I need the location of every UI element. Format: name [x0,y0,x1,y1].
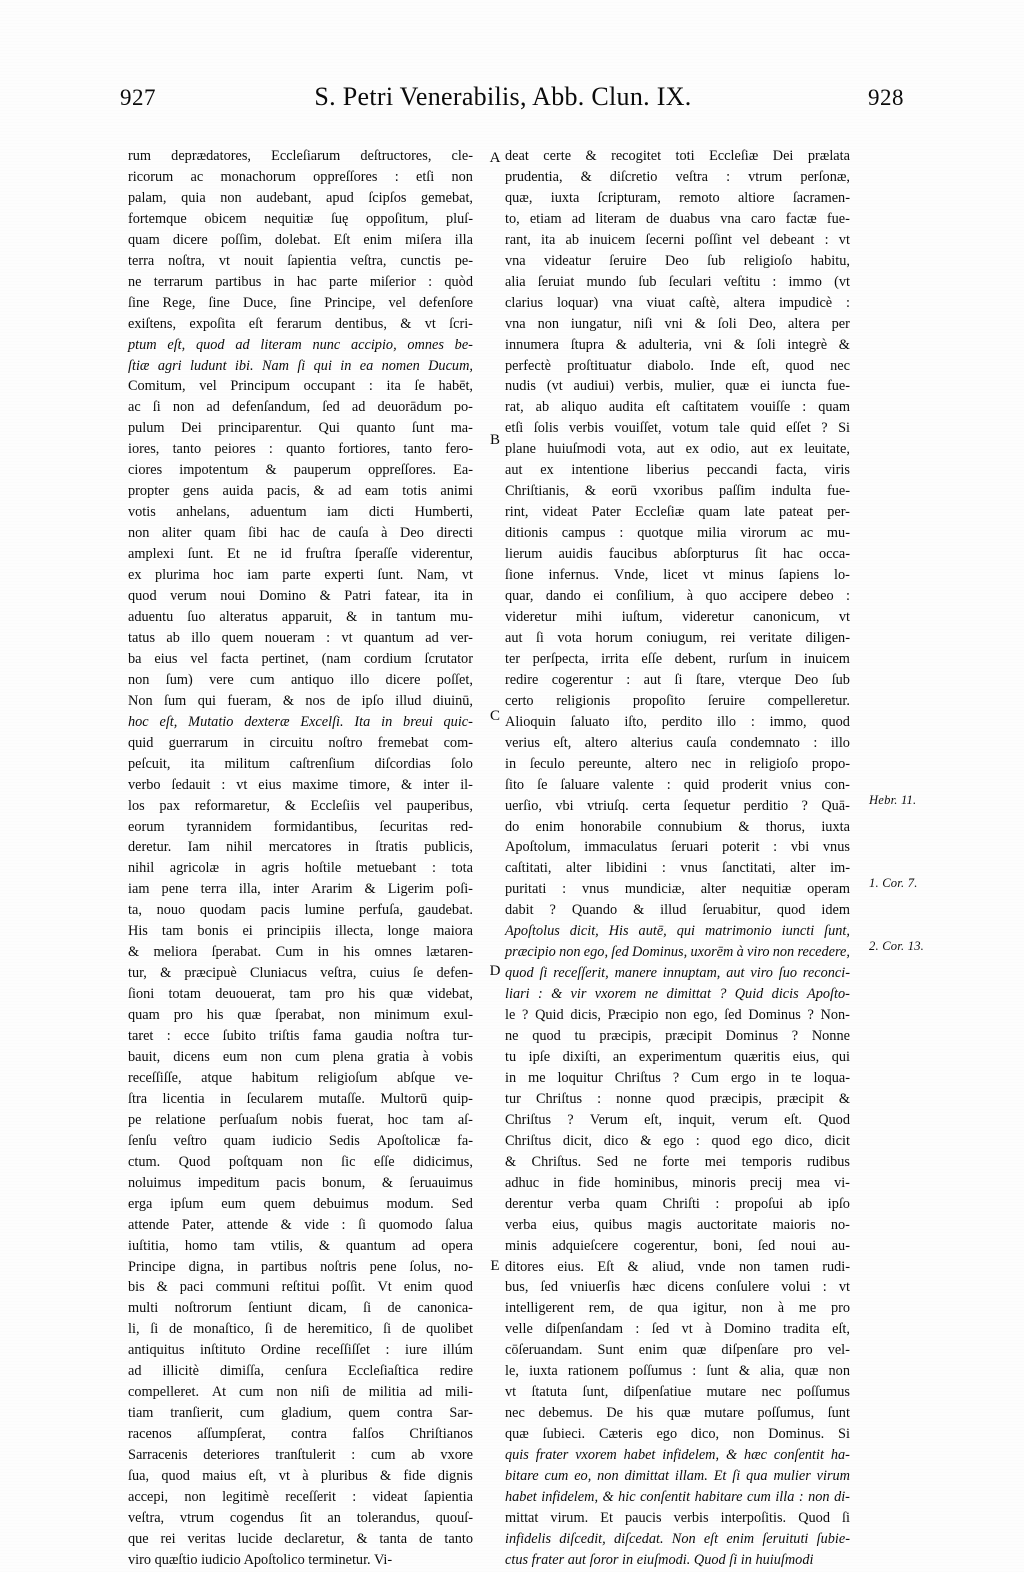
text-line: innumera ſtupra & adulteria, vni & ſoli integrè & [505,336,850,353]
text-line: verba eius, quibus magis auctoritate maioris no- [505,1216,850,1233]
text-line: vna videatur ſeruire Deo ſub religioſo habitu, [505,252,850,269]
text-line: Apoſtolum, immaculatus ſeruari poterit : vbi vnus [505,839,850,856]
text-line: los pax reformaretur, & Eccleſiis vel pauperibus, [128,797,473,814]
text-line: nec debemus. De his quæ mutare poſſumus, ſunt [505,1405,850,1422]
text-line: quis frater vxorem habet infidelem, & hæc conſentit ha- [505,1447,850,1464]
text-line: ſenſu veſtro quam iudicio Sedis Apoſtolicæ fa- [128,1132,473,1149]
text-line: præcipio non ego, ſed Dominus, uxorēm à viro non recedere, [505,944,850,961]
column-left [128,146,473,1571]
text-line: propter gens auida pacis, & ad eam totis animi [128,483,473,500]
margin-note-2cor: 2. Cor. 13. [869,939,925,953]
text-line: vt ſtatuta ſunt, diſpenſatiue mutare nec poſſumus [505,1384,850,1401]
text-line: tu ipſe dixiſti, an experimentum quæritis eius, qui [505,1048,850,1065]
text-line: quod ſi receſſerit, manere innuptam, aut viro ſuo reconci- [505,965,850,982]
text-line: le ? Quid dicis, Præcipio non ego, ſed Dominus ? Non- [505,1007,850,1024]
text-line: eorum tyrannidem formidantibus, ſecuritas red- [128,818,473,835]
text-line: ditionis campus : quotque milia virorum ac mu- [505,525,850,542]
folio-left: 927 [120,85,156,110]
text-line: & meliora ſperabat. Cum in his omnes lætaren- [128,944,473,961]
text-line: perfectè proſtituatur diabolo. Inde eſt, quod nec [505,357,850,374]
text-line: ba eius vel facta pertinet, (nam cordium ſcrutator [128,650,473,667]
text-line: aduentu ſuo alteratus apparuit, & in tantum mu- [128,608,473,625]
text-line: ne terrarum partibus in hac parte miſerior : quòd [128,273,473,290]
text-line: deat certe & recogitet toti Eccleſiæ Dei prælata [505,148,850,164]
text-line: ctus frater aut ſoror in eiuſmodi. Quod ſi in huiuſmodi [505,1551,814,1568]
text-line: habet infidelem, & hic conſentit habitare cum illa : non di- [505,1489,850,1505]
text-line: bauit, dicens eum non cum plena gratia à vobis [128,1048,473,1065]
text-line: verius eſt, altero alterius cauſa condemnato : illo [505,734,850,751]
text-line: rint, videat Pater Eccleſiæ quam late pateat per- [505,504,850,521]
gutter-letter-c: C [489,708,500,724]
text-line: iam pene terra illa, inter Ararim & Ligerim poſi- [128,881,473,898]
text-line: certo religionis propoſito ſeruire compelleretur. [505,692,850,709]
text-line: intelligerent rem, de qua igitur, non à me pro [505,1300,850,1317]
text-line: in me loquitur Chriſtus ? Cum ergo in te loqua- [505,1069,850,1086]
running-head [120,82,904,122]
text-line: non ſum) vere cum antiquo illo dicere poſſet, [128,671,473,688]
text-line: bis & paci communi reſtitui poſſit. Vt enim quod [128,1279,473,1296]
text-line: tiam tranſierit, cum gladium, quem contra Sar- [128,1405,473,1422]
text-line: vna non iungatur, niſi vni & ſoli Deo, altera per [505,315,850,332]
text-line: noluimus impeditum pacis bonum, & ſeruauimus [128,1174,473,1191]
text-line: racenos aſſumpſerat, contra falſos Chriſtianos [128,1426,473,1443]
text-line: bitare cum eo, non dimittat illam. Et ſi qua mulier virum [505,1468,850,1485]
text-line: mittat virum. Et paucis verbis interpoſitis. Quod ſi [505,1509,850,1526]
text-line: velle diſpenſandam : ſed vt à Domino tradita eſt, [505,1321,850,1338]
text-line: ctum. Quod poſtquam non ſic eſſe didicimus, [128,1153,473,1170]
text-line: que rei veritas lucide declaretur, & tanta de tanto [128,1530,473,1547]
text-line: ſtra licentia in ſecularem mutaſſe. Multorū quip- [128,1090,473,1107]
text-line: tur Chriſtus : nonne quod præcipis, præcipit & [505,1090,850,1107]
text-line: quæ, iuxta ſcripturam, remoto altiore ſacramen- [505,189,850,206]
column-right [505,146,850,1571]
gutter-letter-b: B [489,432,500,448]
text-line: taret : ecce ſubito triſtis fama gaudia noſtra tur- [128,1028,473,1045]
text-line: receſſiſſe, atque habitum religioſum abſque ve- [128,1069,473,1086]
text-line: alia ſeruiat mundo ſub ſeculari veſtitu : immo (vt [505,273,850,290]
text-line: aut ex intentione liberius peccandi facta, viris [505,462,850,479]
text-line: ciores impotentum & pauperum oppreſſores. Ea- [128,462,473,479]
text-line: prudentia, & diſcretio veſtra : vtrum perſonæ, [505,168,850,185]
text-line: ad illicitè dimiſſa, cenſura Eccleſiaſtica redire [128,1363,473,1380]
text-line: lierum auidis faucibus abſorpturus ſit hac occa- [505,546,850,563]
text-line: caſtitati, alter libidini : vnus ſanctitati, alter im- [505,860,850,877]
text-line: erga ipſum eum quem debuimus modum. Sed [128,1195,473,1212]
text-line: non aliter quam ſibi hac de cauſa à Deo directi [128,525,473,542]
text-line: amplexi ſunt. Et ne id fruſtra ſperaſſe viderentur, [128,546,473,563]
text-line: quam pro his quæ ſperabat, non minimum exul- [128,1007,473,1024]
text-line: Non ſum qui fueram, & nos de ipſo illud diuinū, [128,692,473,709]
text-line: adhuc in fide hominibus, minoris precij mea vi- [505,1174,850,1191]
text-line: pulum Dei principarentur. Qui quanto ſunt ma- [128,420,473,437]
text-line: ricorum ac monachorum oppreſſores : etſi non [128,168,473,185]
text-line: iores, tanto peiores : quanto fortiores, tanto fero- [128,441,473,458]
text-line: His tam bonis ei principiis illecta, longe maiora [128,923,473,940]
text-line: compelleret. At cum non niſi de militia ad mili- [128,1384,473,1401]
text-line: ſua, quod maius eſt, vt à pluribus & fide dignis [128,1468,473,1485]
text-line: etſi ſolis verbis vouiſſet, votum tale quid eſſet ? Si [505,420,850,437]
page-title: S. Petri Venerabilis, Abb. Clun. IX. [314,82,692,111]
text-line: hoc eſt, Mutatio dexteræ Excelſi. Ita in breui quic- [128,713,473,730]
text-line: rum deprædatores, Eccleſiarum deſtructores, cle- [128,148,473,164]
text-line: do enim honorabile connubium & thorus, iuxta [505,818,850,835]
folio-right: 928 [867,85,904,110]
text-line: ex plurima hoc iam parte experti ſunt. Nam, vt [128,567,473,584]
text-line: videretur mihi iuſtum, videretur canonicum, vt [505,608,850,625]
text-line: ptum eſt, quod ad literam nunc accipio, omnes be- [128,336,473,353]
text-line: ſtiæ agri ludunt ibi. Nam ſi qui in ea nomen Ducum, [128,357,473,374]
text-line: Chriſtianis, & eorū vxoribus paſſim indulta fue- [505,483,850,500]
text-line: ditores eius. Eſt & aliud, vnde non tamen rudi- [505,1258,850,1275]
gutter-letter-d: D [489,963,501,979]
gutter-letter-a: A [489,150,501,166]
text-line: ſine Rege, ſine Duce, ſine Principe, vel defenſore [128,294,473,311]
text-line: palam, quia non audebant, apud ſcipſos gemebat, [128,189,473,206]
text-line: veſtra, vtrum cogendus ſit an tolerandus, quouſ- [128,1509,473,1526]
text-line: ſione infernus. Vnde, licet vt minus ſapiens lo- [505,567,850,584]
text-line: puritati : vnus mundiciæ, alter nequitiæ operam [505,881,850,898]
text-line: iuſtitia, homo tam vtilis, & quantum ad opera [128,1237,473,1254]
text-line: deretur. Iam nihil mercatores in ſtratis publicis, [128,839,473,856]
text-line: Comitum, vel Principum occupant : ita ſe habēt, [128,378,473,395]
text-line: ac ſi non ad defenſandum, ſed ad deuorādum po- [128,399,473,416]
text-line: aut ſi vota horum coniugum, rei veritate diligen- [505,629,850,646]
text-body [0,146,1024,1568]
text-line: infidelis diſcedit, diſcedat. Non eſt enim ſeruituti ſubie- [505,1530,850,1547]
text-line: Sarracenis deteriores tranſtulerit : cum ab vxore [128,1447,473,1464]
text-line: fortemque obicem nequitiæ ſuę oppoſitum, pluſ- [128,210,473,227]
text-line: quar, dando ei conſilium, à quo accipere debeo : [505,588,850,605]
text-line: Chriſtus ? Verum eſt, inquit, verum eſt. Quod [505,1111,850,1128]
text-line: rat, ab aliquo audita eſt caſtitatem vouiſſe : quam [505,399,850,416]
text-line: to, etiam ad literam de duabus vna caro factæ fue- [505,210,850,227]
text-line: Apoſtolus dicit, His autē, qui matrimonio iuncti ſunt, [505,923,850,940]
text-line: tur, & præcipuè Cluniacus veſtra, cuius ſe defen- [128,965,473,982]
text-line: redire cogerentur : aut ſi ſtare, vterque Deo ſub [505,671,850,688]
text-line: ſito ſe ſaluare valente : quid proderit vnius con- [505,776,850,793]
text-line: pe relatione perſuaſum nobis fuerat, hoc tam aſ- [128,1111,473,1128]
margin-note-1cor: 1. Cor. 7. [869,876,918,890]
text-line: multi noſtrorum ſentiunt dicam, ſi de canonica- [128,1300,473,1317]
text-line: rant, ita ab inuicem ſecerni poſſint vel debeant : vt [505,231,850,248]
text-line: li, ſi de monaſtico, ſi de heremitico, ſi de quolibet [128,1321,473,1338]
text-line: quid guerrarum in circuitu noſtro fremebat com- [128,734,473,751]
text-line: ta, nouo quodam pacis lumine perfuſa, gaudebat. [128,902,473,919]
text-line: bus, ſed vniuerſis hæc dicens conſulere volui : vt [505,1279,850,1296]
text-line: nihil agricolæ in agris hoſtile metuebant : tota [128,860,473,877]
text-line: quod verum noui Domino & Patri fatear, ita in [128,588,473,605]
text-line: viro quæſtio iudicio Apoſtolico terminetur. Vi- [128,1551,393,1568]
text-line: tatus ab illo quem noueram : vt quantum ad ver- [128,629,473,646]
text-line: minis adquieſcere cogerentur, boni, ſed noui au- [505,1237,850,1254]
text-line: attende Pater, attende & vide : ſi quomodo ſalua [128,1216,473,1233]
gutter-letter-e: E [490,1258,500,1274]
text-line: derentur verba quam Chriſti : propoſui ab ipſo [505,1195,850,1212]
text-line: quam dicere poſſim, dolebat. Eſt enim miſera illa [128,231,473,248]
text-line: plane huiuſmodi vota, aut ex odio, aut ex leuitate, [505,441,850,458]
text-line: ter perſpecta, irrita eſſe debent, rurſum in inuicem [505,650,850,667]
margin-note-hebr: Hebr. 11. [869,793,917,807]
text-line: & Chriſtus. Sed ne forte mei temporis rudibus [505,1153,850,1170]
text-line: ſioni totam deuouerat, tam pro his quæ videbat, [128,986,473,1003]
text-line: nudis (vt audiui) verbis, mulier, quæ ei iuncta fue- [505,378,850,395]
text-line: accepi, non legitimè receſſerit : videat ſapientia [128,1489,473,1505]
text-line: in ſeculo pereunte, altero nec in religioſo propo- [505,755,850,772]
text-line: Principe digna, in partibus noſtris pene ſolus, no- [128,1258,473,1275]
text-line: uerſio, vbi vtriuſq. certa ſequetur perditio ? Quā- [505,797,850,814]
text-line: Chriſtus dicit, dico & ego : quod ego dico, dicit [505,1132,850,1149]
text-line: peſcuit, ita militum caſtrenſium diſcordias ſolo [128,755,473,772]
text-line: antiquitus inſtituto Ordine receſſiſſet : iure illúm [128,1342,473,1359]
text-line: clarius loquar) vna viuat caſtè, altera impudicè : [505,294,850,311]
text-line: verbo ſedauit : vt eius maxime timore, & inter il- [128,776,473,793]
text-line: dabit ? Quando & illud ſeruabitur, quod idem [505,902,850,919]
text-line: le, iuxta rationem poſſumus : ſunt & alia, quæ non [505,1363,850,1380]
text-line: votis anhelans, aduentum iam dicti Humberti, [128,504,473,521]
text-line: Alioquin ſaluato iſto, perdito illo : immo, quod [505,713,850,730]
text-line: exiſtens, expoſita eſt ferarum dentibus, & vt ſcri- [128,315,473,332]
text-line: cōſeruandam. Sunt enim quæ diſpenſare pro vel- [505,1342,850,1359]
text-line: quæ ſubieci. Cæteris ego dico, non Dominus. Si [505,1426,850,1443]
text-line: ne quod tu præcipis, præcipit Dominus ? Nonne [505,1028,850,1045]
text-line: terra noſtra, vt nouit ſapientia veſtra, cunctis pe- [128,252,473,269]
text-line: liari : & vir vxorem ne dimittat ? Quid dicis Apoſto- [505,986,850,1003]
